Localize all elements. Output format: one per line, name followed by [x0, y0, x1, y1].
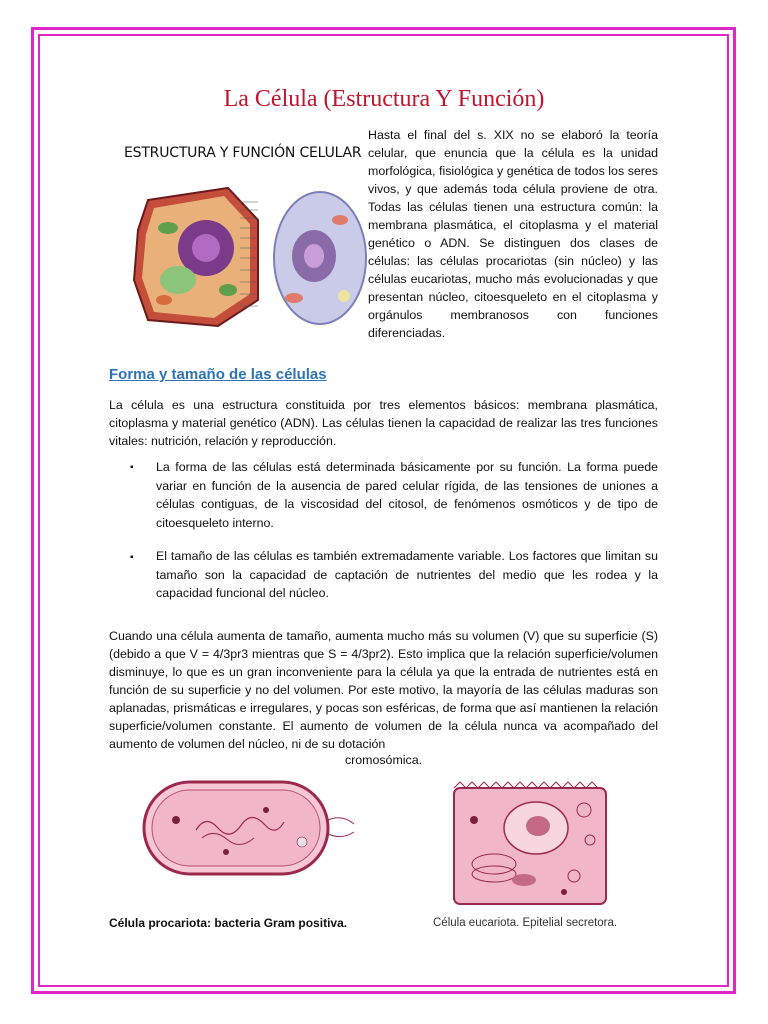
page-title: La Célula (Estructura Y Función) — [223, 86, 545, 112]
hero-image-heading: ESTRUCTURA Y FUNCIÓN CELULAR — [124, 145, 362, 161]
bullet-item-shape: La forma de las células está determinada básicamente por su función. La forma puede variar en función de la ausencia de pared celular rígida, de las tensiones de uniones a células contiguas, de la viscosidad del citosol, de fenómenos osmóticos y de tipo de citoesqueleto interno. — [156, 460, 658, 530]
prokaryote-cell-diagram — [106, 760, 360, 894]
caption-eukaryote: Célula eucariota. Epitelial secretora. — [433, 917, 618, 929]
bullet-marker: ▪ — [130, 462, 134, 473]
size-paragraph-tail: cromosómica. — [344, 753, 423, 767]
cell-structure-illustration — [108, 130, 376, 352]
section-heading: Forma y tamaño de las células — [109, 366, 327, 383]
caption-prokaryote: Célula procariota: bacteria Gram positiva. — [109, 916, 348, 930]
size-paragraph: Cuando una célula aumenta de tamaño, aumenta mucho más su volumen (V) que su superficie (S) (debido a que V = 4/3pr3 mientras que S = 4/3pr2). Esto implica que la relación superficie/volumen disminuye, lo que es un gran inconveniente para la célula ya que la entrada de nutrientes está en función de su superficie y no del volumen. Por este motivo, la mayoría de las células maduras son aplanadas, prismáticas e irregulares, y pocas son esféricas, de forma que así mantienen la relación superficie/volumen constante. El aumento de volumen de la célula nunca va acompañado del aumento de volumen del núcleo, ni de su dotación — [109, 629, 658, 751]
bullet-item-size: El tamaño de las células es también extremadamente variable. Los factores que limitan su tamaño son la capacidad de captación de nutrientes del medio que les rodea y la capacidad funcional del núcleo. — [156, 549, 658, 600]
animal-cell-drawing — [274, 192, 366, 324]
eukaryote-cell-diagram — [414, 780, 662, 912]
plant-cell-drawing — [134, 188, 258, 326]
section-intro-paragraph: La célula es una estructura constituida por tres elementos básicos: membrana plasmática, citoplasma y material genético (ADN). Las células tienen la capacidad de realizar las tres funciones vitales: nutrición, relación y reproducción. — [109, 398, 658, 448]
intro-paragraph: Hasta el final del s. XIX no se elaboró la teoría celular, que enuncia que la célula es la unidad morfológica, fisiológica y genética de todos los seres vivos, y que además toda célula proviene de otra. Todas las células tienen una estructura común: la membrana plasmática, el citoplasma y el material genético o ADN. Se distinguen dos clases de células: las células procariotas (sin núcleo) y las células eucariotas, mucho más evolucionadas y que presentan núcleo, citoesqueleto en el citoplasma y orgánulos membranosos con funciones diferenciadas. — [368, 128, 658, 340]
bullet-marker: ▪ — [130, 552, 134, 563]
